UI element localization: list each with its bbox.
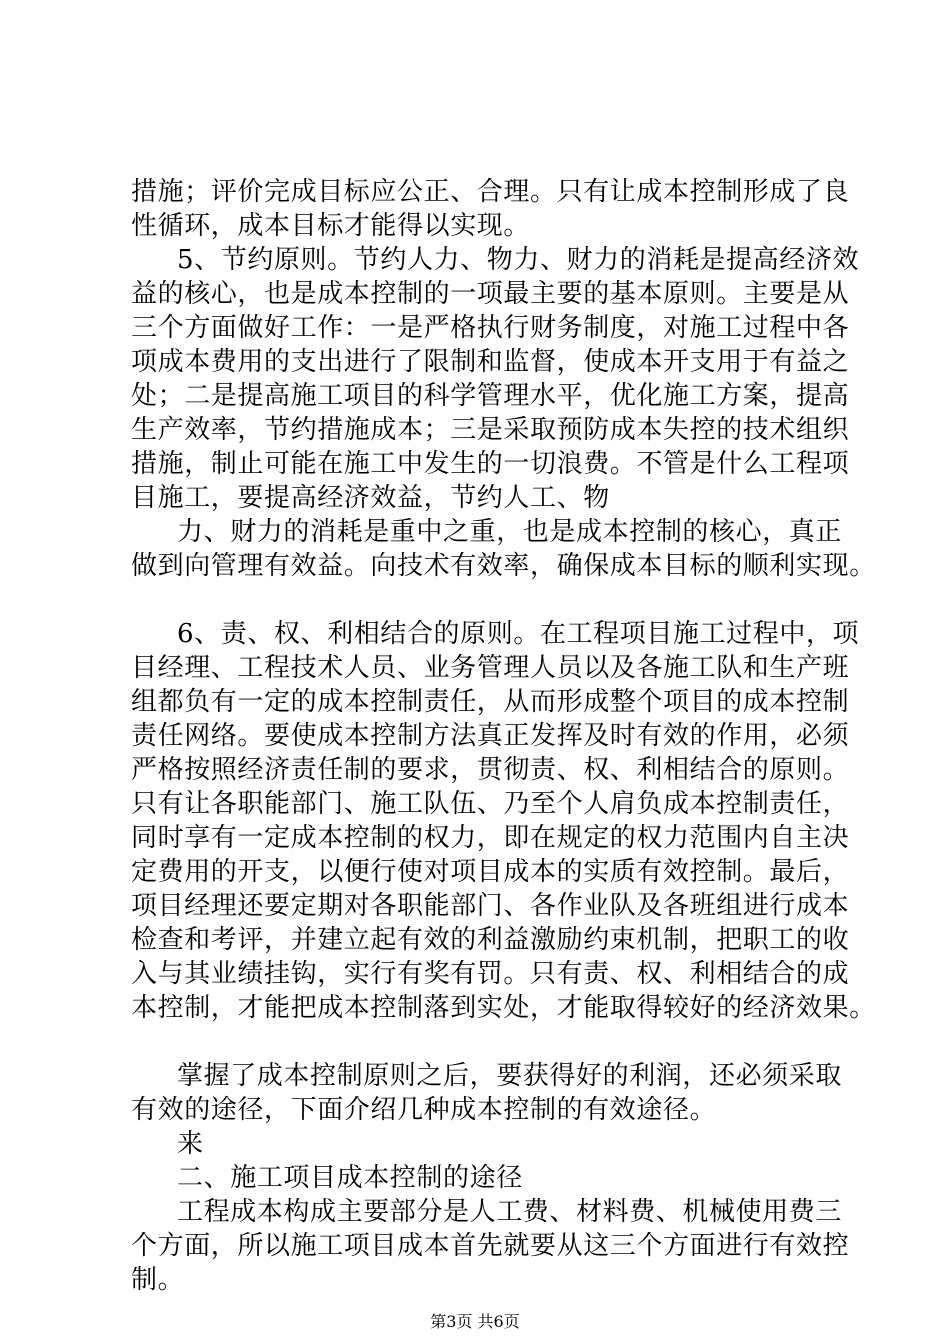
text-line: 目施工，要提高经济效益，节约人工、物 [131,483,610,513]
text-line: 6、责、权、利相结合的原则。在工程项目施工过程中，项 [177,619,860,649]
text-line: 制。 [131,1265,185,1295]
text-line: 处；二是提高施工项目的科学管理水平，优化施工方案，提高 [131,381,850,411]
section-heading: 二、施工项目成本控制的途径 [177,1163,523,1193]
text-line: 组都负有一定的成本控制责任，从而形成整个项目的成本控制 [131,687,850,717]
text-line: 措施；评价完成目标应公正、合理。只有让成本控制形成了良 [131,177,850,207]
text-line: 措施，制止可能在施工中发生的一切浪费。不管是什么工程项 [131,449,850,479]
text-line: 本控制，才能把成本控制落到实处，才能取得较好的经济效果。 [131,993,876,1023]
text-line: 掌握了成本控制原则之后，要获得好的利润，还必须采取 [177,1061,843,1091]
text-line: 生产效率，节约措施成本；三是采取预防成本失控的技术组织 [131,415,850,445]
text-line: 定费用的开支，以便行使对项目成本的实质有效控制。最后， [131,857,850,887]
text-line: 入与其业绩挂钩，实行有奖有罚。只有责、权、利相结合的成 [131,959,850,989]
text-line: 工程成本构成主要部分是人工费、材料费、机械使用费三 [177,1197,843,1227]
text-line: 益的核心，也是成本控制的一项最主要的基本原则。主要是从 [131,279,850,309]
text-line: 严格按照经济责任制的要求，贯彻责、权、利相结合的原则。 [131,755,850,785]
text-line: 个方面，所以施工项目成本首先就要从这三个方面进行有效控 [131,1231,850,1261]
page-number: 第3页 共6页 [430,1312,520,1331]
text-line: 只有让各职能部门、施工队伍、乃至个人肩负成本控制责任， [131,789,850,819]
text-line: 同时享有一定成本控制的权力，即在规定的权力范围内自主决 [131,823,850,853]
text-line: 性循环，成本目标才能得以实现。 [131,211,531,241]
text-line: 三个方面做好工作：一是严格执行财务制度，对施工过程中各 [131,313,850,343]
text-line: 项目经理还要定期对各职能部门、各作业队及各班组进行成本 [131,891,850,921]
text-line: 做到向管理有效益。向技术有效率，确保成本目标的顺利实现。 [131,551,876,581]
text-line: 检查和考评，并建立起有效的利益激励约束机制，把职工的收 [131,925,850,955]
text-line: 来 [177,1129,204,1159]
text-line: 5、节约原则。节约人力、物力、财力的消耗是提高经济效 [177,245,860,275]
text-line: 目经理、工程技术人员、业务管理人员以及各施工队和生产班 [131,653,850,683]
text-line: 有效的途径，下面介绍几种成本控制的有效途径。 [131,1095,717,1125]
text-line: 责任网络。要使成本控制方法真正发挥及时有效的作用，必须 [131,721,850,751]
text-line: 力、财力的消耗是重中之重，也是成本控制的核心，真正 [177,517,843,547]
text-line: 项成本费用的支出进行了限制和监督，使成本开支用于有益之 [131,347,850,377]
